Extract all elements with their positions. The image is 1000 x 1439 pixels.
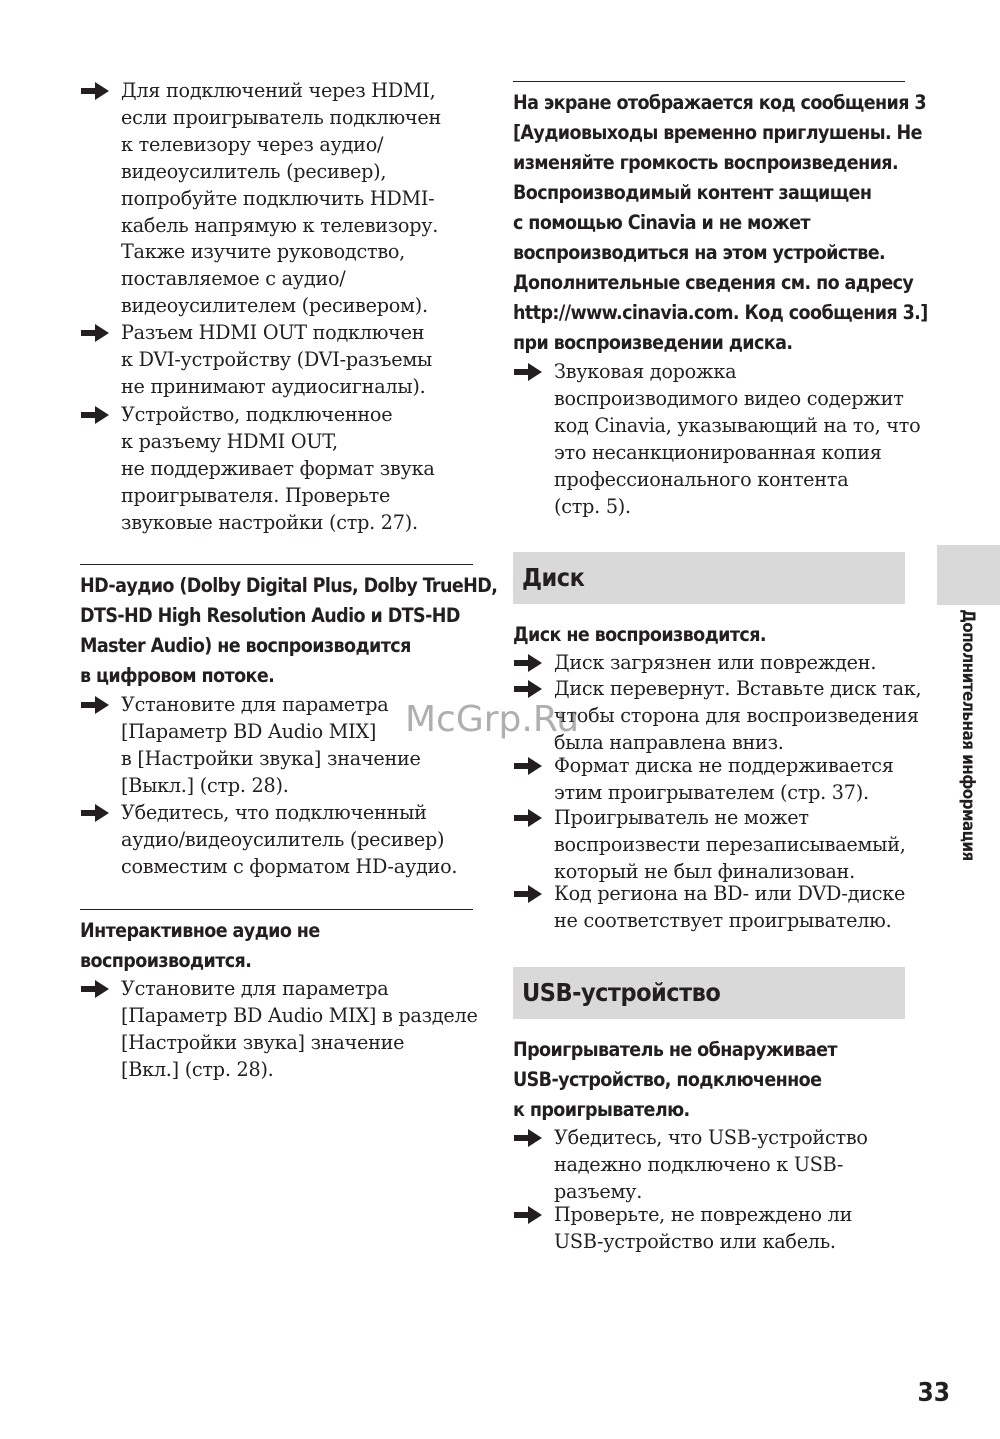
side-tab-label: Дополнительная информация: [958, 609, 978, 861]
issue-heading-interactive-audio: Интерактивное аудио не воспроизводится.: [80, 919, 320, 972]
section-header-disc: [513, 552, 905, 604]
right-arrow-icon: [513, 884, 543, 904]
right-arrow-icon: [80, 979, 110, 999]
bullet-text: Установите для параметра [Параметр BD Audio MIX] в разделе [Настройки звука] значение [Вкл.] (стр. 28).: [121, 977, 478, 1081]
bullet-text: Диск перевернут. Вставьте диск так, чтобы сторона для воспроизведения была направлена вниз.: [554, 677, 922, 754]
bullet-text: Диск загрязнен или поврежден.: [554, 651, 877, 674]
section-rule: [80, 564, 473, 565]
right-arrow-icon: [513, 808, 543, 828]
bullet-text: Проигрыватель не может воспроизвести перезаписываемый, который не был финализован.: [554, 806, 906, 883]
right-arrow-icon: [513, 653, 543, 673]
bullet-text: Формат диска не поддерживается этим проигрывателем (стр. 37).: [554, 754, 894, 804]
right-arrow-icon: [513, 362, 543, 382]
right-arrow-icon: [513, 679, 543, 699]
bullet-text: Установите для параметра [Параметр BD Audio MIX] в [Настройки звука] значение [Выкл.] (стр. 28).: [121, 693, 421, 797]
bullet-text: Проверьте, не повреждено ли USB-устройство или кабель.: [554, 1203, 853, 1253]
section-title: USB-устройство: [522, 978, 721, 1007]
watermark: McGrp.Ru: [405, 699, 580, 740]
bullet-text: Устройство, подключенное к разъему HDMI OUT, не поддерживает формат звука проигрывателя. Проверьте звуковые настройки (стр. 27).: [121, 403, 435, 534]
section-header-usb: [513, 967, 905, 1019]
right-arrow-icon: [80, 81, 110, 101]
right-arrow-icon: [80, 695, 110, 715]
right-arrow-icon: [80, 405, 110, 425]
issue-heading-hd-audio: HD-аудио (Dolby Digital Plus, Dolby TrueHD, DTS-HD High Resolution Audio и DTS-HD Master Audio) не воспроизводится в цифровом потоке.: [80, 574, 498, 687]
page-number: 33: [917, 1378, 950, 1408]
right-arrow-icon: [513, 1128, 543, 1148]
right-arrow-icon: [513, 756, 543, 776]
bullet-text: Для подключений через HDMI, если проигрыватель подключен к телевизору через аудио/ видеоусилитель (ресивер), попробуйте подключить HDMI- кабель напрямую к телевизору. Также изучите руководство, поставляемое с аудио/ видеоусилителем (ресивером).: [121, 79, 442, 318]
bullet-text: Убедитесь, что подключенный аудио/видеоусилитель (ресивер) совместим с форматом HD-аудио.: [121, 801, 458, 878]
section-title: Диск: [522, 563, 585, 592]
bullet-text: Звуковая дорожка воспроизводимого видео содержит код Cinavia, указывающий на то, что это несанкционированная копия профессионального контента (стр. 5).: [554, 360, 921, 518]
issue-heading-usb: Проигрыватель не обнаруживает USB-устройство, подключенное к проигрывателю.: [513, 1038, 837, 1121]
issue-heading-cinavia: На экране отображается код сообщения 3 [Аудиовыходы временно приглушены. Не изменяйте громкость воспроизведения. Воспроизводимый контент защищен с помощью Cinavia и не может воспроизводиться на этом устройстве. Дополнительные сведения см. по адресу http://www.cinavia.com. Код сообщения 3.] при воспроизведении диска.: [513, 91, 928, 354]
side-tab-marker: [937, 545, 1000, 605]
bullet-text: Убедитесь, что USB-устройство надежно подключено к USB- разъему.: [554, 1126, 868, 1203]
section-rule: [80, 909, 473, 910]
issue-heading-disc: Диск не воспроизводится.: [513, 623, 766, 646]
bullet-text: Код региона на BD- или DVD-диске не соответствует проигрывателю.: [554, 882, 906, 932]
right-arrow-icon: [80, 323, 110, 343]
bullet-text: Разъем HDMI OUT подключен к DVI-устройству (DVI-разъемы не принимают аудиосигналы).: [121, 321, 433, 398]
right-arrow-icon: [80, 803, 110, 823]
section-rule: [513, 81, 905, 82]
right-arrow-icon: [513, 1205, 543, 1225]
